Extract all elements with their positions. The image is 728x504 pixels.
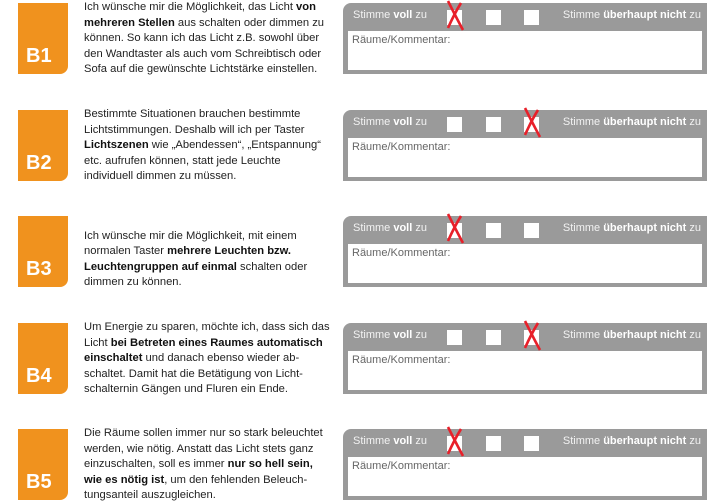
text-segment: Lichtszenen	[84, 139, 149, 151]
disagree-label: Stimme überhaupt nicht zu	[562, 116, 701, 128]
comment-field[interactable]: Räume/Kommentar:	[348, 457, 702, 496]
text-segment: tungsanteil auszugleichen.	[84, 489, 216, 501]
question-id: B5	[26, 471, 52, 493]
question-badge	[18, 216, 68, 287]
question-text	[84, 0, 334, 78]
text-line	[84, 138, 334, 154]
text-segment: individuell dimmen zu müssen.	[84, 170, 237, 182]
text-line	[84, 154, 334, 170]
question-id: B4	[26, 365, 52, 387]
text-segment: wie es nötig ist	[84, 473, 165, 486]
text-line	[84, 169, 334, 185]
text-line	[84, 31, 334, 47]
text-line	[84, 442, 334, 458]
question-b5	[0, 429, 728, 501]
text-segment: nur so hell sein,	[227, 458, 313, 470]
text-line	[84, 367, 334, 383]
agree-label: Stimme voll zu	[353, 116, 427, 128]
question-text	[84, 107, 334, 185]
disagree-label: Stimme überhaupt nicht zu	[562, 435, 701, 447]
text-line	[84, 244, 334, 260]
text-segment: schaltet. Damit hat die Betätigung von Licht-	[84, 367, 303, 380]
question-id: B1	[26, 45, 52, 67]
text-segment: können. So kann ich das Licht z.B. sowohl über	[84, 32, 320, 44]
question-text	[84, 320, 334, 398]
rating-checkbox-3[interactable]	[524, 330, 539, 345]
text-segment: dimmen zu können.	[84, 276, 182, 288]
text-segment: einschaltet	[84, 352, 143, 364]
question-id: B2	[26, 152, 52, 174]
question-id: B3	[26, 258, 52, 280]
text-line	[84, 426, 334, 442]
comment-field[interactable]: Räume/Kommentar:	[348, 138, 702, 177]
question-badge	[18, 3, 68, 74]
text-segment: Ich wünsche mir die Möglichkeit, das Licht	[84, 1, 297, 13]
text-segment: Ich wünsche mir die Möglichkeit, mit einem	[84, 229, 297, 242]
rating-checkbox-3[interactable]	[524, 10, 539, 25]
question-badge	[18, 323, 68, 394]
text-line	[84, 123, 334, 139]
text-segment: schalternin Gängen und Fluren ein Ende.	[84, 383, 288, 395]
text-line	[84, 47, 334, 63]
text-line	[84, 457, 334, 473]
text-line	[84, 229, 334, 245]
agree-label: Stimme voll zu	[353, 9, 427, 21]
text-line	[84, 107, 334, 123]
text-segment: aus schalten oder dimmen zu	[174, 16, 325, 29]
question-badge	[18, 429, 68, 500]
question-badge	[18, 110, 68, 181]
comment-field[interactable]: Räume/Kommentar:	[348, 244, 702, 283]
text-segment: Bestimmte Situationen brauchen bestimmte	[84, 108, 301, 120]
rating-checkbox-2[interactable]	[486, 330, 501, 345]
rating-checkbox-2[interactable]	[486, 117, 501, 132]
text-segment: Sofa auf die gewünschte Lichtstärke einstellen.	[84, 63, 318, 75]
text-segment: den Wandtaster als auch vom Schreibtisch oder	[84, 47, 322, 60]
text-line	[84, 473, 334, 489]
text-segment: Um Energie zu sparen, möchte ich, dass sich das	[84, 321, 330, 333]
text-line	[84, 382, 334, 398]
text-line	[84, 336, 334, 352]
text-segment: bei Betreten eines Raumes automatisch	[110, 336, 323, 349]
disagree-label: Stimme überhaupt nicht zu	[562, 222, 701, 234]
rating-panel	[343, 429, 707, 500]
text-segment: Die Räume sollen immer nur so stark beleuchtet	[84, 427, 323, 439]
text-segment: von	[296, 1, 316, 13]
rating-panel	[343, 323, 707, 394]
text-segment: etc. aufrufen können, statt jede Leuchte	[84, 154, 281, 167]
rating-panel	[343, 110, 707, 181]
text-line	[84, 260, 334, 276]
text-line	[84, 213, 334, 229]
text-segment: und danach ebenso wieder ab-	[142, 352, 300, 364]
text-segment: einzuschalten, soll es immer	[84, 458, 228, 470]
rating-panel	[343, 3, 707, 74]
text-segment: normalen Taster	[84, 245, 168, 257]
question-b1	[0, 3, 728, 75]
rating-checkbox-3[interactable]	[524, 117, 539, 132]
text-segment: Lichtstimmungen. Deshalb will ich per Taster	[84, 123, 305, 136]
text-segment: mehrere Leuchten bzw.	[167, 245, 292, 257]
text-line	[84, 0, 334, 16]
question-b3	[0, 216, 728, 288]
text-segment: schalten oder	[236, 260, 308, 273]
rating-checkbox-2[interactable]	[486, 436, 501, 451]
agree-label: Stimme voll zu	[353, 329, 427, 341]
rating-checkbox-3[interactable]	[524, 436, 539, 451]
rating-panel	[343, 216, 707, 287]
text-segment: Licht	[84, 336, 111, 349]
disagree-label: Stimme überhaupt nicht zu	[562, 329, 701, 341]
rating-checkbox-1[interactable]	[447, 330, 462, 345]
question-text	[84, 213, 334, 291]
question-text	[84, 426, 334, 504]
agree-label: Stimme voll zu	[353, 435, 427, 447]
comment-field[interactable]: Räume/Kommentar:	[348, 351, 702, 390]
question-b2	[0, 110, 728, 182]
text-segment: wie „Abendessen“, „Entspannung“	[148, 139, 321, 151]
text-line	[84, 62, 334, 78]
rating-checkbox-1[interactable]	[447, 117, 462, 132]
disagree-label: Stimme überhaupt nicht zu	[562, 9, 701, 21]
rating-checkbox-2[interactable]	[486, 223, 501, 238]
text-segment: werden, wie nötig. Anstatt das Licht stets ganz	[84, 442, 314, 455]
text-line	[84, 275, 334, 291]
rating-checkbox-2[interactable]	[486, 10, 501, 25]
rating-checkbox-1[interactable]	[447, 10, 462, 25]
rating-checkbox-1[interactable]	[447, 436, 462, 451]
text-segment: Leuchtengruppen auf einmal	[84, 260, 237, 273]
text-line	[84, 16, 334, 32]
text-segment: , um den fehlenden Beleuch-	[164, 473, 308, 486]
question-b4	[0, 323, 728, 395]
agree-label: Stimme voll zu	[353, 222, 427, 234]
text-line	[84, 351, 334, 367]
rating-checkbox-1[interactable]	[447, 223, 462, 238]
rating-checkbox-3[interactable]	[524, 223, 539, 238]
text-line	[84, 320, 334, 336]
comment-field[interactable]: Räume/Kommentar:	[348, 31, 702, 70]
text-segment: mehreren Stellen	[84, 16, 175, 29]
text-line	[84, 488, 334, 504]
